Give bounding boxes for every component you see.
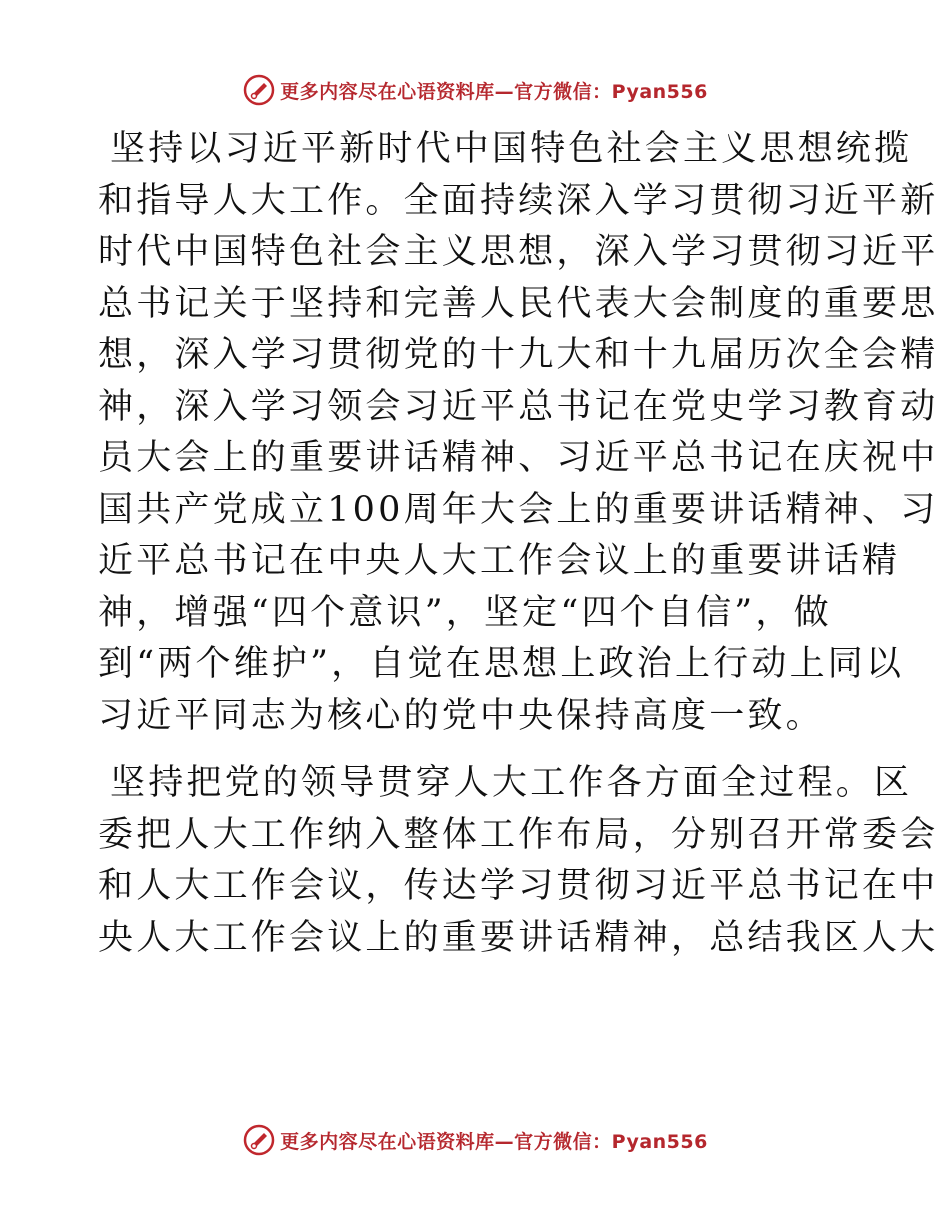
text-line: 神，增强“四个意识”，坚定“四个自信”，做 — [98, 592, 832, 633]
banner-text — [280, 77, 708, 104]
banner-title: 更多内容尽在心语资料库 — [280, 1130, 495, 1153]
banner-text — [280, 1127, 708, 1154]
paragraph-2 — [98, 758, 939, 964]
text-line: 和人大工作会议，传达学习贯彻习近平总书记在中 — [98, 866, 939, 906]
text-line: 想，深入学习贯彻党的十九大和十九届历次全会精 — [98, 335, 939, 375]
text-line: 神，深入学习领会习近平总书记在党史学习教育动 — [98, 386, 939, 427]
document-body — [98, 124, 939, 964]
text-line: 坚持把党的领导贯穿人大工作各方面全过程。区 — [110, 763, 913, 803]
banner-separator: — — [494, 1130, 515, 1153]
text-line: 员大会上的重要讲话精神、习近平总书记在庆祝中 — [98, 438, 939, 478]
logo-icon — [242, 73, 276, 107]
banner-wechat: 官方微信：Pyan556 — [514, 1130, 708, 1153]
banner-separator: — — [494, 80, 515, 103]
text-line: 委把人大工作纳入整体工作布局，分别召开常委会 — [98, 814, 939, 855]
banner-title: 更多内容尽在心语资料库 — [280, 80, 495, 103]
banner-wechat: 官方微信：Pyan556 — [514, 80, 708, 103]
logo-icon — [242, 1123, 276, 1157]
text-line: 国共产党成立100周年大会上的重要讲话精神、习 — [98, 489, 939, 530]
paragraph-1 — [98, 124, 939, 742]
text-line: 和指导人大工作。全面持续深入学习贯彻习近平新 — [98, 180, 939, 221]
text-line: 时代中国特色社会主义思想，深入学习贯彻习近平 — [98, 232, 939, 272]
text-line: 坚持以习近平新时代中国特色社会主义思想统揽 — [110, 129, 913, 169]
text-line: 近平总书记在中央人大工作会议上的重要讲话精 — [98, 541, 901, 581]
text-line: 总书记关于坚持和完善人民代表大会制度的重要思 — [98, 283, 939, 324]
text-line: 习近平同志为核心的党中央保持高度一致。 — [98, 695, 824, 736]
footer-banner — [0, 1120, 950, 1160]
text-line: 到“两个维护”，自觉在思想上政治上行动上同以 — [98, 644, 905, 684]
header-banner — [0, 70, 950, 110]
text-line: 央人大工作会议上的重要讲话精神，总结我区人大 — [98, 917, 939, 958]
